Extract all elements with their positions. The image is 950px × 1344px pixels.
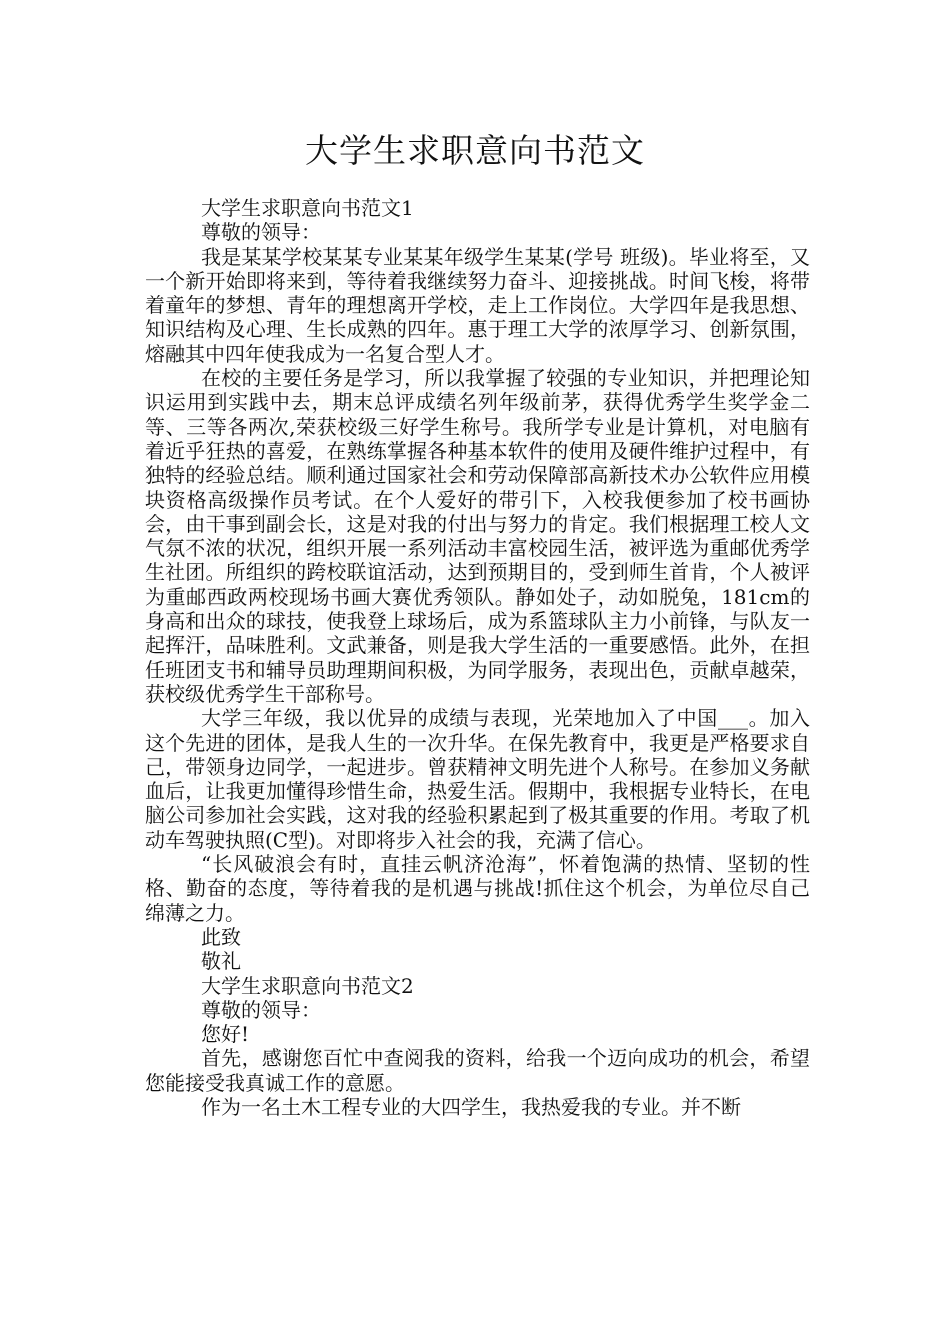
greeting: 您好! (201, 1022, 250, 1047)
section-heading-1: 大学生求职意向书范文1 (201, 196, 414, 220)
paragraph-thanks: 首先，感谢您百忙中查阅我的资料，给我一个迈向成功的机会，希望您能接受我真诚工作的意愿。 (145, 1046, 810, 1095)
paragraph-study: 在校的主要任务是学习，所以我掌握了较强的专业知识，并把理论知识运用到实践中去，期末总评成绩名列年级前茅，获得优秀学生奖学金二等、三等各两次,荣获校级三好学生称号。我所学专业是计算机，对电脑有着近乎狂热的喜爱，在熟练掌握各种基本软件的使用及硬件维护过程中，有独特的经验总结。顺利通过国家社会和劳动保障部高新技术办公软件应用模块资格高级操作员考试。在个人爱好的带引下，入校我便参加了校书画协会，由干事到副会长，这是对我的付出与努力的肯定。我们根据理工校人文气氛不浓的状况，组织开展一系列活动丰富校园生活，被评选为重邮优秀学生社团。所组织的跨校联谊活动，达到预期目的，受到师生首肯，个人被评为重邮西政两校现场书画大赛优秀领队。静如处子，动如脱兔，181cm的身高和出众的球技，使我登上球场后，成为系篮球队主力小前锋，与队友一起挥汗，品味胜利。文武兼备，则是我大学生活的一重要感悟。此外，在担任班团支书和辅导员助理期间积极，为同学服务，表现出色，贡献卓越荣，获校级优秀学生干部称号。 (145, 366, 810, 706)
salutation-2: 尊敬的领导： (201, 997, 321, 1022)
salutation-1: 尊敬的领导： (201, 220, 321, 245)
paragraph-third-year: 大学三年级，我以优异的成绩与表现，光荣地加入了中国___。加入这个先进的团体，是我人生的一次升华。在保先教育中，我更是严格要求自己，带领身边同学，一起进步。曾获精神文明先进个人称号。在参加义务献血后，让我更加懂得珍惜生命，热爱生活。假期中，我根据专业特长，在电脑公司参加社会实践，这对我的经验积累起到了极其重要的作用。考取了机动车驾驶执照(C型)。对即将步入社会的我，充满了信心。 (145, 706, 810, 852)
section-heading-2: 大学生求职意向书范文2 (201, 973, 414, 998)
document-title: 大学生求职意向书范文 (305, 131, 645, 170)
paragraph-closing: “长风破浪会有时，直挂云帆济沧海”，怀着饱满的热情、坚韧的性格、勤奋的态度，等待着我的是机遇与挑战!抓住这个机会，为单位尽自己绵薄之力。 (145, 852, 810, 925)
paragraph-intro: 我是某某学校某某专业某某年级学生某某(学号 班级)。毕业将至，又一个新开始即将来到，等待着我继续努力奋斗、迎接挑战。时间飞梭，将带着童年的梦想、青年的理想离开学校，走上工作岗位。大学四年是我思想、知识结构及心理、生长成熟的四年。惠于理工大学的浓厚学习、创新氛围，熔融其中四年使我成为一名复合型人才。 (145, 244, 810, 366)
closing-jingli: 敬礼 (201, 949, 241, 974)
document-body (145, 196, 810, 1119)
closing-zhizhi: 此致 (201, 924, 241, 949)
paragraph-major: 作为一名土木工程专业的大四学生，我热爱我的专业。并不断 (201, 1094, 741, 1119)
